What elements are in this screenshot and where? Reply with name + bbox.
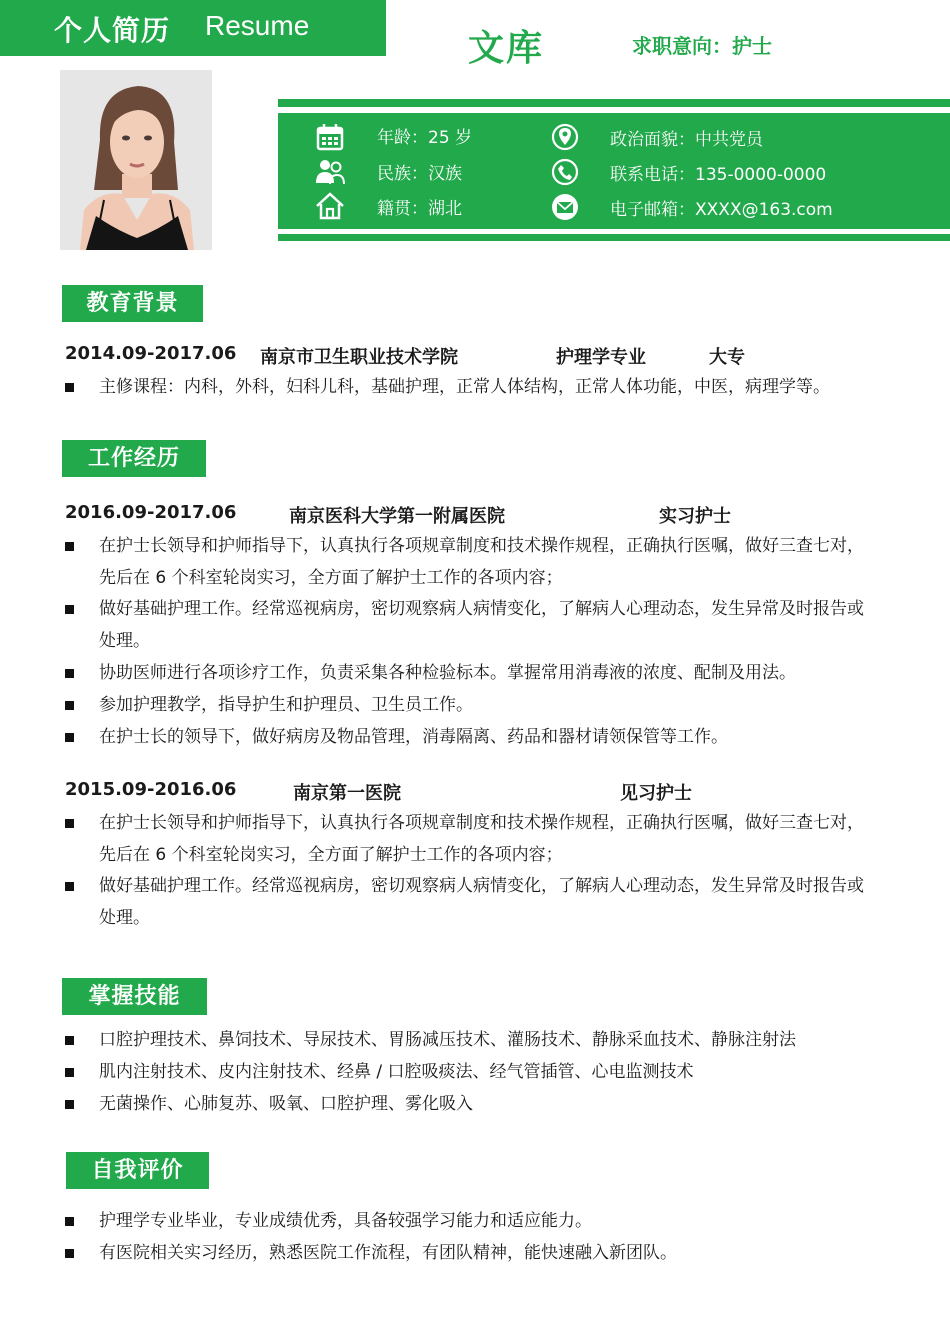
list-item: [65, 593, 865, 657]
bullet-square: [65, 605, 74, 614]
profile-photo: [60, 70, 212, 250]
bullet-square: [65, 542, 74, 551]
bullet-square: [65, 882, 74, 891]
section-education-heading: 教育背景: [62, 285, 203, 322]
job-bullet-text: 协助医师进行各项诊疗工作，负责采集各种检验标本。掌握常用消毒液的浓度、配制及用法。: [99, 663, 796, 683]
info-bottom-rule: [278, 234, 950, 241]
bullet-square: [65, 701, 74, 710]
list-item: [65, 1088, 865, 1120]
bullet-square: [65, 1249, 74, 1258]
list-item: [65, 689, 865, 721]
info-political: 政治面貌：中共党员: [610, 130, 763, 150]
skill-text: 肌内注射技术、皮内注射技术、经鼻 / 口腔吸痰法、经气管插管、心电监测技术: [99, 1062, 694, 1082]
job-bullet-text: 做好基础护理工作。经常巡视病房，密切观察病人病情变化，了解病人心理动态，发生异常及时报告或处理。: [99, 599, 864, 651]
calendar-icon: [315, 122, 345, 152]
list-item: [65, 870, 865, 934]
title-cn: 个人简历: [54, 14, 171, 47]
edu-courses: 主修课程：内科，外科，妇科儿科，基础护理，正常人体结构，正常人体功能，中医，病理学等。: [99, 377, 830, 397]
list-item: [65, 1237, 865, 1269]
header-title-bar: [0, 0, 386, 56]
bullet-square: [65, 1036, 74, 1045]
bullet-square: [65, 383, 74, 392]
info-age: 年龄：25 岁: [377, 128, 473, 148]
location-icon: [550, 122, 580, 152]
job-bullet-text: 在护士长的领导下，做好病房及物品管理，消毒隔离、药品和器材请领保管等工作。: [99, 727, 728, 747]
self-text: 护理学专业毕业，专业成绩优秀，具备较强学习能力和适应能力。: [99, 1211, 592, 1231]
info-ethnicity: 民族：汉族: [377, 164, 462, 184]
list-item: [65, 371, 865, 403]
phone-icon: [550, 157, 580, 187]
edu-school: 南京市卫生职业技术学院: [260, 347, 458, 368]
list-item: [65, 807, 865, 871]
info-top-rule: [278, 99, 950, 107]
list-item: [65, 657, 865, 689]
job-bullet-text: 参加护理教学，指导护生和护理员、卫生员工作。: [99, 695, 473, 715]
info-email: 电子邮箱：XXXX@163.com: [610, 200, 833, 220]
basic-info-panel: [278, 113, 950, 229]
section-skills-heading: 掌握技能: [62, 978, 207, 1015]
bullet-square: [65, 1217, 74, 1226]
home-icon: [315, 191, 345, 221]
people-icon: [315, 157, 345, 187]
bullet-square: [65, 819, 74, 828]
job-intent: 求职意向：护士: [632, 34, 772, 58]
list-item: [65, 721, 865, 753]
job-date: 2015.09-2016.06: [65, 779, 237, 800]
mail-icon: [550, 192, 580, 222]
info-origin: 籍贯：湖北: [377, 199, 462, 219]
list-item: [65, 1205, 865, 1237]
bullet-square: [65, 733, 74, 742]
edu-date: 2014.09-2017.06: [65, 343, 237, 364]
skill-text: 无菌操作、心肺复苏、吸氧、口腔护理、雾化吸入: [99, 1094, 473, 1114]
bullet-square: [65, 1100, 74, 1109]
section-self-heading: 自我评价: [66, 1152, 209, 1189]
portrait-illustration: [60, 70, 212, 250]
job-bullet-text: 在护士长领导和护师指导下，认真执行各项规章制度和技术操作规程，正确执行医嘱，做好三查七对，先后在 6 个科室轮岗实习，全方面了解护士工作的各项内容；: [99, 813, 864, 865]
title-en: Resume: [205, 10, 310, 41]
watermark-text: 文库: [468, 28, 545, 69]
bullet-square: [65, 669, 74, 678]
list-item: [65, 1056, 865, 1088]
job-bullet-text: 做好基础护理工作。经常巡视病房，密切观察病人病情变化，了解病人心理动态，发生异常及时报告或处理。: [99, 876, 864, 928]
job-org: 南京医科大学第一附属医院: [289, 506, 505, 527]
section-work-heading: 工作经历: [62, 440, 206, 477]
self-text: 有医院相关实习经历，熟悉医院工作流程，有团队精神，能快速融入新团队。: [99, 1243, 677, 1263]
edu-degree: 大专: [709, 347, 745, 368]
job-bullet-text: 在护士长领导和护师指导下，认真执行各项规章制度和技术操作规程，正确执行医嘱，做好三查七对，先后在 6 个科室轮岗实习，全方面了解护士工作的各项内容；: [99, 536, 864, 588]
info-phone: 联系电话：135-0000-0000: [610, 165, 827, 185]
bullet-square: [65, 1068, 74, 1077]
skill-text: 口腔护理技术、鼻饲技术、导尿技术、胃肠减压技术、灌肠技术、静脉采血技术、静脉注射法: [99, 1030, 796, 1050]
job-role: 见习护士: [620, 783, 692, 804]
job-date: 2016.09-2017.06: [65, 502, 237, 523]
job-org: 南京第一医院: [293, 783, 401, 804]
list-item: [65, 1024, 865, 1056]
list-item: [65, 530, 865, 594]
edu-major: 护理学专业: [556, 347, 646, 368]
job-role: 实习护士: [659, 506, 731, 527]
